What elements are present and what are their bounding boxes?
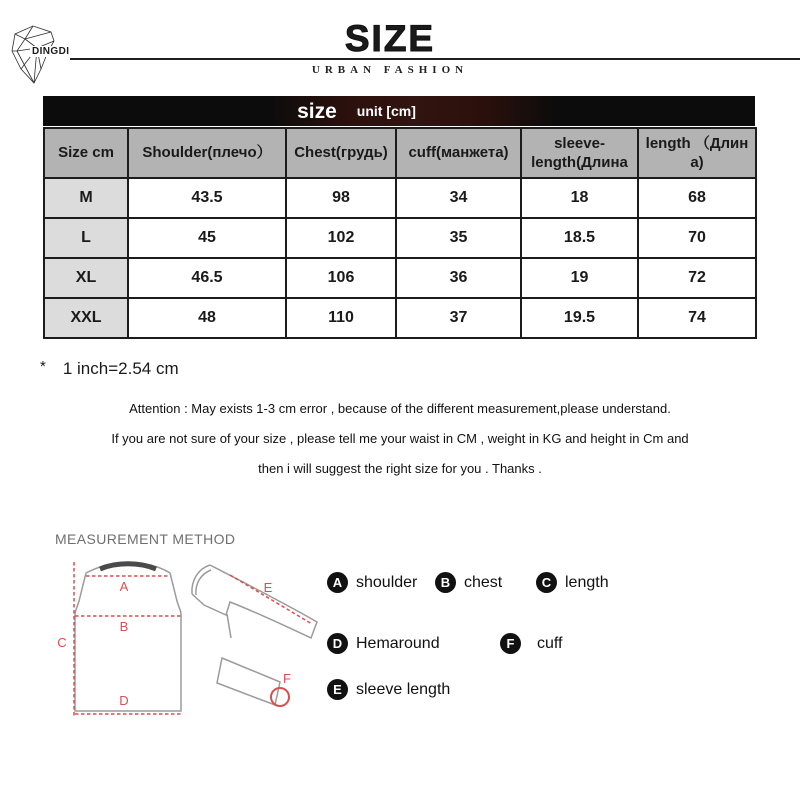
legend-item-hemaround <box>327 633 440 654</box>
legend-key-badge: B <box>435 572 456 593</box>
col-header-chest: Chest(грудь) <box>286 128 396 178</box>
cell-length: 70 <box>638 218 756 258</box>
mark-hem: D <box>119 693 129 708</box>
mark-sleeve: E <box>263 580 273 595</box>
table-header-row <box>44 128 756 178</box>
size-table <box>43 127 757 339</box>
row-size-label: XL <box>44 258 128 298</box>
table-unit-label: unit [cm] <box>356 103 416 119</box>
cell-sleeve: 18.5 <box>521 218 638 258</box>
attention-line-2: If you are not sure of your size , please tell me your waist in CM , weight in KG and height in Cm and <box>111 431 689 446</box>
table-row <box>44 298 756 338</box>
cell-cuff: 35 <box>396 218 521 258</box>
col-header-length: length （Длина) <box>638 128 756 178</box>
legend-label: chest <box>464 573 503 591</box>
legend-label: length <box>565 573 609 591</box>
mark-chest: B <box>119 619 129 634</box>
attention-line-3: then i will suggest the right size for you . Thanks . <box>258 461 542 476</box>
legend-key-badge: F <box>500 633 521 654</box>
cell-length: 74 <box>638 298 756 338</box>
col-header-sleeve-length: sleeve-length(Длина <box>521 128 638 178</box>
cell-cuff: 36 <box>396 258 521 298</box>
cell-sleeve: 19.5 <box>521 298 638 338</box>
legend-item-length <box>536 572 609 593</box>
legend-key-badge: A <box>327 572 348 593</box>
cell-cuff: 37 <box>396 298 521 338</box>
cell-shoulder: 46.5 <box>128 258 286 298</box>
col-header-cuff: cuff(манжета) <box>396 128 521 178</box>
cell-chest: 106 <box>286 258 396 298</box>
row-size-label: XXL <box>44 298 128 338</box>
table-row <box>44 218 756 258</box>
cell-chest: 110 <box>286 298 396 338</box>
mark-shoulder: A <box>119 579 129 594</box>
legend-item-shoulder <box>327 572 417 593</box>
mark-cuff: F <box>283 671 291 686</box>
attention-line-1: Attention : May exists 1-3 cm error , because of the different measurement,please understand. <box>129 401 671 416</box>
cell-chest: 98 <box>286 178 396 218</box>
page-subtitle: URBAN FASHION <box>311 64 469 76</box>
asterisk-mark: * <box>40 358 46 375</box>
legend-label: cuff <box>537 634 563 652</box>
legend-item-cuff <box>500 633 563 654</box>
legend-label: sleeve length <box>356 680 451 698</box>
inch-conversion-note <box>40 359 179 379</box>
legend-label: shoulder <box>356 573 418 591</box>
table-title: size <box>297 99 337 123</box>
row-size-label: M <box>44 178 128 218</box>
cell-shoulder: 45 <box>128 218 286 258</box>
measurement-method-title: MEASUREMENT METHOD <box>55 531 236 547</box>
brand-logo-text: DINGDI <box>32 46 70 57</box>
row-size-label: L <box>44 218 128 258</box>
legend-key-badge: E <box>327 679 348 700</box>
cell-sleeve: 19 <box>521 258 638 298</box>
table-row <box>44 258 756 298</box>
inch-note-text: 1 inch=2.54 cm <box>62 359 179 378</box>
legend-key-badge: D <box>327 633 348 654</box>
col-header-shoulder: Shoulder(плечо） <box>128 128 286 178</box>
size-table-section <box>43 96 755 339</box>
sleeve-outline <box>192 565 317 638</box>
table-row <box>44 178 756 218</box>
cell-shoulder: 48 <box>128 298 286 338</box>
legend-item-chest <box>435 572 502 593</box>
legend-key-badge: C <box>536 572 557 593</box>
cell-sleeve: 18 <box>521 178 638 218</box>
cell-shoulder: 43.5 <box>128 178 286 218</box>
garment-measurement-diagram <box>40 550 330 730</box>
col-header-size: Size cm <box>44 128 128 178</box>
page-title: SIZE <box>344 18 436 59</box>
cell-length: 68 <box>638 178 756 218</box>
cell-chest: 102 <box>286 218 396 258</box>
legend-item-sleeve-length <box>327 679 450 700</box>
legend-label: Hemaround <box>356 634 440 652</box>
cell-cuff: 34 <box>396 178 521 218</box>
mark-length: C <box>57 635 67 650</box>
table-title-bar <box>43 96 755 126</box>
cell-length: 72 <box>638 258 756 298</box>
